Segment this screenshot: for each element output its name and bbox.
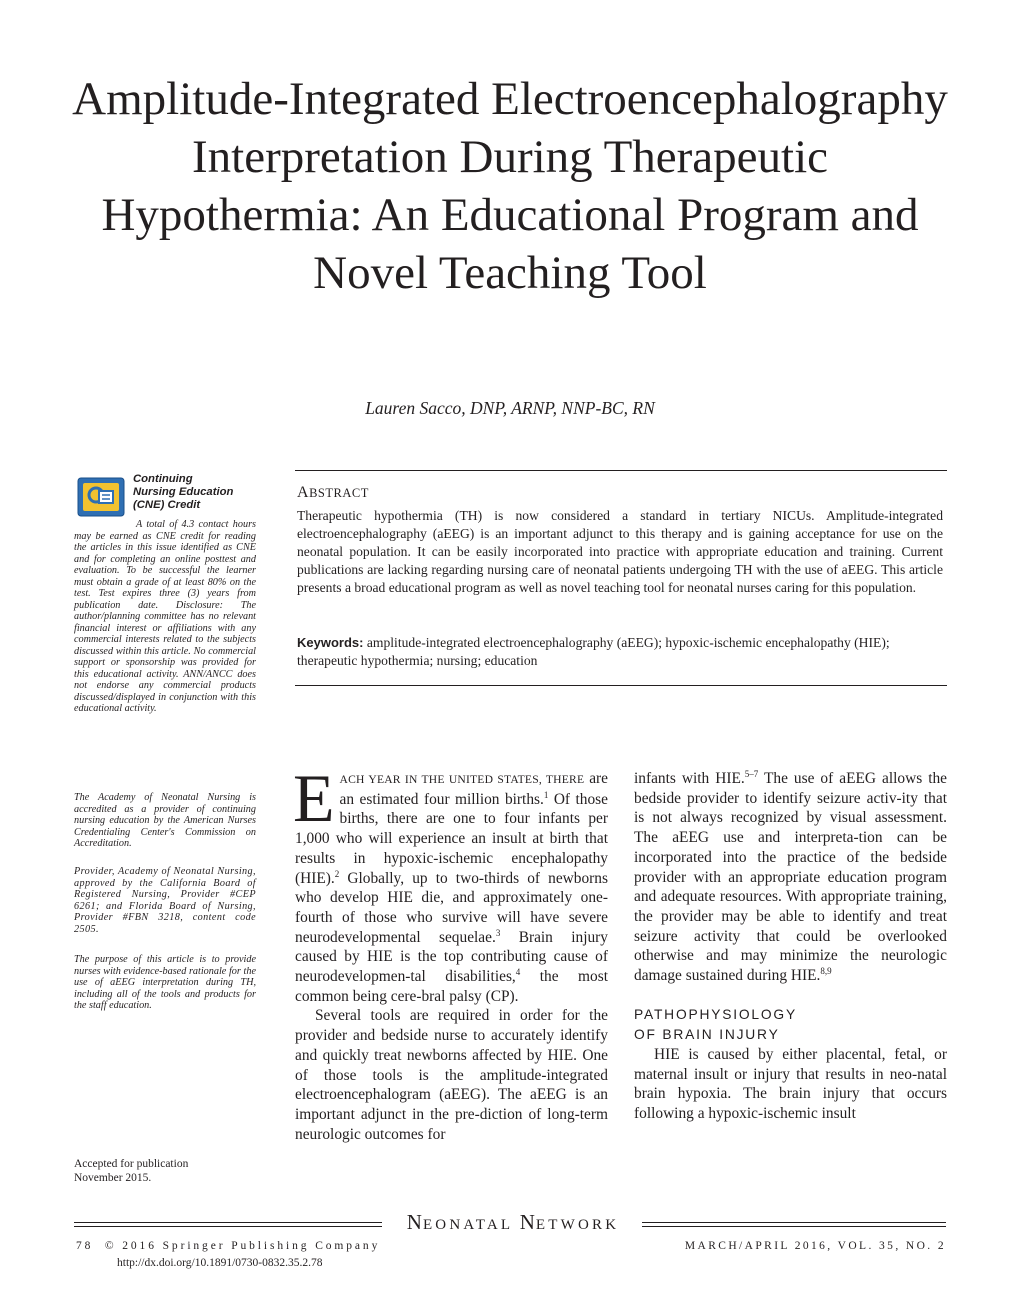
abstract-bottom-rule <box>295 685 947 686</box>
citation: 8,9 <box>820 965 832 976</box>
citation: 4 <box>515 966 521 977</box>
body-text: the most common being cere-bral palsy (CP). <box>295 968 608 1005</box>
drop-cap: E <box>293 760 335 836</box>
citation: 5–7 <box>744 768 759 779</box>
body-text: Brain injury caused by HIE is the top contributing cause of neurodevelopmen-tal disabilities, <box>295 928 608 986</box>
section-heading <box>634 1005 947 1044</box>
body-text: Of those births, there are one to four infants per 1,000 who will experience an insult at birth that results in hypoxic-ischemic encephalopathy (HIE). <box>295 790 608 887</box>
footer-rule-right <box>642 1222 946 1227</box>
cne-heading-line: Continuing <box>133 473 193 485</box>
keywords <box>297 634 943 670</box>
body-column-left <box>293 760 608 1144</box>
journal-word: ETWORK <box>535 1217 620 1233</box>
keywords-list: amplitude-integrated electroencephalography (aEEG); hypoxic-ischemic encephalopathy (HIE); therapeutic hypothermia; nursing; education <box>297 635 890 668</box>
body-text: Globally, up to two-thirds of newborns who develop HIE die, and approximately one-fourth of those who survive will have severe neurodevelopmental sequelae. <box>295 869 608 946</box>
cne-heading-line: (CNE) Credit <box>133 499 201 511</box>
body-text: The use of aEEG allows the bedside provider to identify seizure activ-ity that is not always recognized by visual assessment. The aEEG use and interpreta-tion can be incorporated into the practice of the bedside provider with an appropriate education program and adequate resources. With appropriate training, the provider may be able to identify and treat seizure activity that could be overlooked otherwise and may minimize the neurologic damage sustained during HIE. <box>634 770 947 985</box>
abstract-body: Therapeutic hypothermia (TH) is now considered a standard in tertiary NICUs. Amplitude-integrated electroencephalography (aEEG) is an important adjunct to this therapy and is gaining acceptance for use on the neonatal population. It can be easily incorporated into practice with appropriate education and training. Current publications are lacking regarding nursing care of neonatal patients undergoing TH with the use of aEEG. This article presents a broad educational program as well as novel teaching tool for neonatal nurses caring for this population. <box>297 508 943 595</box>
doi-link[interactable]: http://dx.doi.org/10.1891/0730-0832.35.2.78 <box>117 1257 323 1269</box>
abstract-heading-initial: A <box>297 484 310 501</box>
intro-paragraph <box>293 760 608 1006</box>
cne-details-text: A total of 4.3 contact hours may be earned as CNE credit for reading the articles in this issue identified as CNE and for completing an online posttest and evaluation. To be successful the learner must obtain a grade of at least 80% on the test. Test expires three (3) years from publication date. Disclosure: The author/planning committee has no relevant financial interest or affiliations with any commercial interests related to the subjects discussed within this article. No commercial support or sponsorship was provided for this educational activity. ANN/ANCC does not endorse any commercial products discussed/displayed in conjunction with this educational activity. <box>74 519 256 714</box>
page-number-publisher: 78 © 2016 Springer Publishing Company <box>76 1240 381 1252</box>
cne-provider-text: Provider, Academy of Neonatal Nursing, approved by the California Board of Registered Nursing, Provider #CEP 6261; and Florida Board of Nursing, Provider #FBN 3218, content code 2505. <box>74 866 256 935</box>
issue-info: MARCH/APRIL 2016, VOL. 35, NO. 2 <box>684 1240 946 1252</box>
abstract-heading-rest: BSTRACT <box>309 486 369 500</box>
body-paragraph: HIE is caused by either placental, fetal, or maternal insult or injury that results in neo-natal brain hypoxia. The brain injury that occurs following a hypoxic-ischemic insult <box>634 1045 947 1122</box>
cne-purpose-text: The purpose of this article is to provide nurses with evidence-based rationale for the use of aEEG interpretation during TH, including all of the tools and products for the staff education. <box>74 954 256 1011</box>
citation: 3 <box>495 927 501 938</box>
cne-accreditation-text: The Academy of Neonatal Nursing is accredited as a provider of continuing nursing education by the American Nurses Credentialing Center's Commission on Accreditation. <box>74 792 256 849</box>
journal-word: EONATAL <box>422 1217 513 1233</box>
cne-credit-icon <box>77 477 125 517</box>
cne-heading <box>133 473 233 512</box>
body-text: are an estimated four million births. <box>339 770 608 808</box>
abstract-heading <box>297 484 369 502</box>
author-byline: Lauren Sacco, DNP, ARNP, NNP-BC, RN <box>365 398 655 418</box>
body-paragraph: Several tools are required in order for the provider and bedside nurse to accurately identify and quickly treat newborns affected by HIE. One of those tools is the amplitude-integrated electroencephalogram (aEEG). The aEEG is an important adjunct in the pre-diction of long-term neurologic outcomes for <box>295 1007 608 1143</box>
section-heading-line: PATHOPHYSIOLOGY <box>634 1007 797 1023</box>
abstract-top-rule <box>295 470 947 471</box>
citation: 2 <box>334 868 340 879</box>
citation: 1 <box>543 789 549 800</box>
journal-name <box>380 1210 646 1235</box>
cne-heading-line: Nursing Education <box>133 486 234 498</box>
journal-initial: N <box>406 1210 423 1234</box>
lead-in-smallcaps: ACH YEAR IN THE UNITED STATES, THERE <box>339 773 585 786</box>
body-text: infants with HIE. <box>634 770 745 787</box>
journal-initial: N <box>519 1210 536 1234</box>
section-heading-line: OF BRAIN INJURY <box>634 1027 780 1043</box>
keywords-label: Keywords: <box>297 635 364 650</box>
accepted-date: Accepted for publication November 2015. <box>74 1158 189 1184</box>
body-column-right <box>634 769 947 1124</box>
footer-rule-left <box>74 1222 382 1227</box>
article-title: Amplitude-Integrated Electroencephalography Interpretation During Therapeutic Hypothermia: An Educational Program and Novel Teaching Tool <box>72 73 948 299</box>
body-paragraph <box>634 769 947 986</box>
